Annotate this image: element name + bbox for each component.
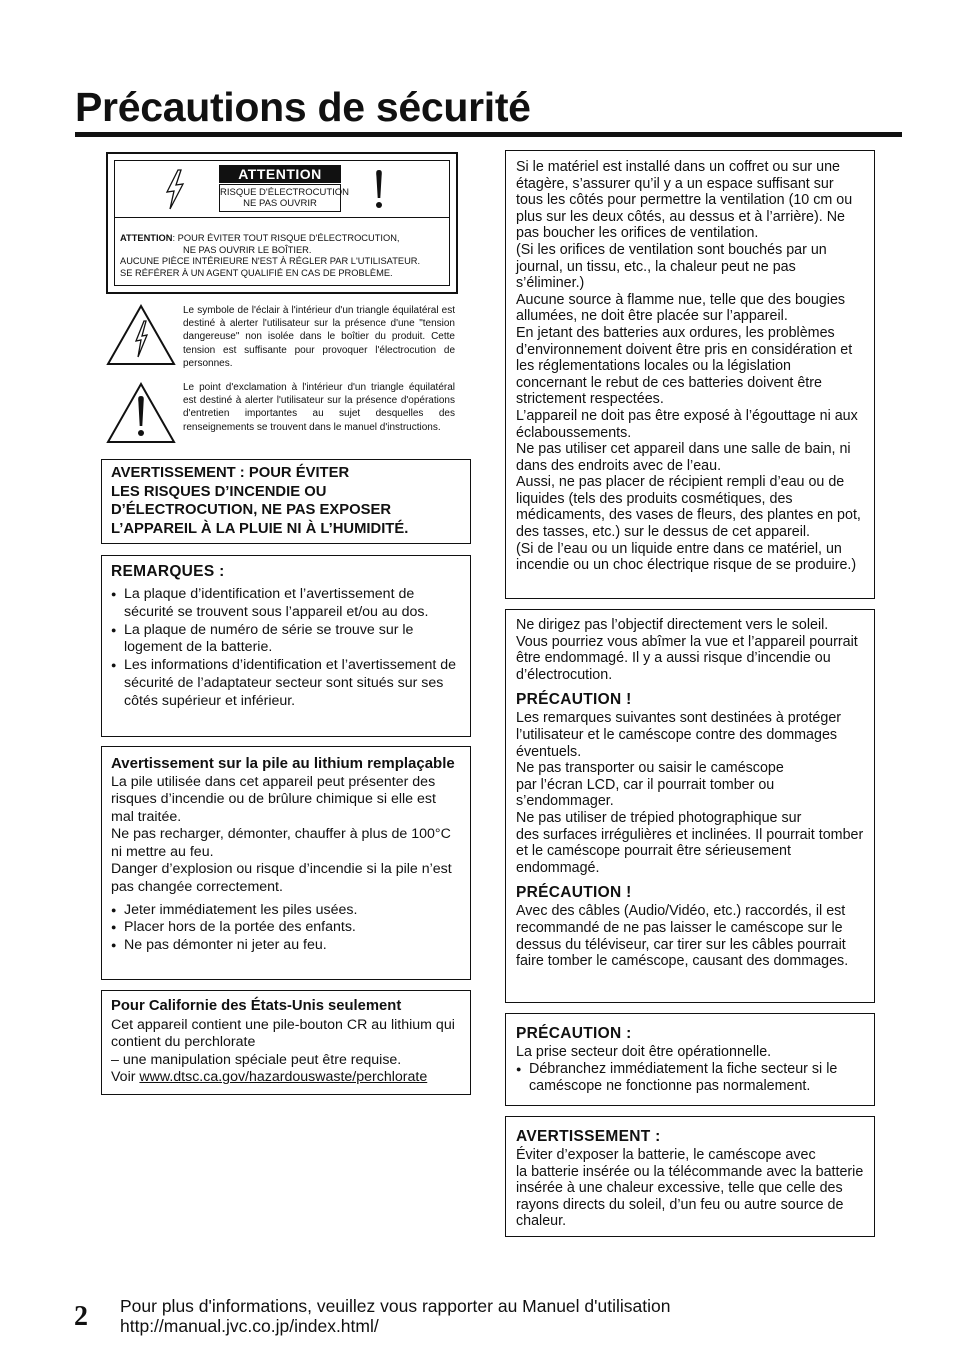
perchlorate-link[interactable]: www.dtsc.ca.gov/hazardouswaste/perchlorate: [139, 1069, 428, 1086]
lightning-bolt-icon: [157, 167, 193, 211]
precaution-heading: PRÉCAUTION :: [516, 1025, 632, 1042]
precaution-heading: PRÉCAUTION !: [516, 884, 632, 902]
list-item: ● La plaque d’identification et l’avertissement de sécurité se trouvent sous l’appareil et/ou au dos.: [111, 586, 461, 622]
footer-note: Pour plus d'informations, veuillez vous rapporter au Manuel d'utilisation http://manual.jvc.co.jp/index.html/: [120, 1296, 671, 1336]
power-precaution-box: PRÉCAUTION : La prise secteur doit être opérationnelle. ● Débranchez immédiatement la fiche secteur si le caméscope ne fonctionne pas normalement.: [505, 1013, 875, 1106]
list-item: ● Ne pas démonter ni jeter au feu.: [111, 937, 461, 955]
page-number: 2: [74, 1301, 88, 1332]
precaution-heading: PRÉCAUTION !: [516, 691, 632, 709]
sun-precaution-box: Ne dirigez pas l’objectif directement vers le soleil. Vous pourriez vous abîmer la vue et l’appareil pourrait être endommagé. Il y a aussi risque d’incendie ou d’électrocution. PRÉCAUTION ! Les remarques suivantes sont destinées à protéger l’utilisateur et le caméscope contre des dommages éventuels. Ne pas transporter ou saisir le caméscope par l’écran LCD, car il pourrait tomber ou s’endommager. Ne pas utiliser de trépied photographique sur des surfaces irrégulières et inclinées. Il pourrait tomber et le caméscope pourrait être sérieusement endommagé. PRÉCAUTION ! Avec des câbles (Audio/Vidéo, etc.) raccordés, il est recommandé de ne pas laisser le caméscope sur le dessus du téléviseur, car tirer sur les câbles pourrait faire tomber le caméscope, causant des dommages.: [505, 609, 875, 1003]
lightning-triangle-icon: [106, 304, 176, 366]
exclamation-icon: [361, 167, 397, 211]
exclamation-triangle-icon: [106, 382, 176, 444]
lithium-battery-box: Avertissement sur la pile au lithium remplaçable La pile utilisée dans cet appareil peut présenter des risques d’incendie ou de brûlure chimique si elle est mal traitée. Ne pas recharger, démonter, chauffer à plus de 100°C ni mettre au feu. Danger d’explosion ou risque d’incendie si la pile n’est pas changée correctement. ● Jeter immédiatement les piles usées. ● Placer hors de la portée des enfants. ● Ne pas démonter ni jeter au feu.: [101, 746, 471, 980]
ventilation-box: Si le matériel est installé dans un coffret ou sur une étagère, s’assurer qu’il y a un espace suffisant sur tous les côtés pour permettre la ventilation (10 cm ou plus sur les deux côtés, au dessus et à l’arrière). Ne pas boucher les orifices de ventilation. (Si les orifices de ventilation sont bouchés par un journal, un tissu, etc., la chaleur peut ne pas s’éliminer.) Aucune source à flamme nue, telle que des bougies allumées, ne doit être placée sur l’appareil. En jetant des batteries aux ordures, les problèmes d’environnement doivent être pris en considération et les réglementations locales ou la législation concernant le rebut de ces batteries doivent être strictement respectées. L’appareil ne doit pas être exposé à l’égouttage ni aux éclaboussements. Ne pas utiliser cet appareil dans une salle de bain, ni dans des endroits avec de l’eau. Aussi, ne pas placer de récipient rempli d’eau ou de liquides (tels des produits cosmétiques, des médicaments, des vases de fleurs, des plantes en pot, des tasses, etc.) sur le dessus de cet appareil. (Si de l’eau ou un liquide entre dans ce matériel, un incendie ou un choc électrique risque de se produire.): [505, 150, 875, 599]
list-item: ● La plaque de numéro de série se trouve sur le logement de la batterie.: [111, 622, 461, 658]
fire-shock-warning-box: AVERTISSEMENT : POUR ÉVITER LES RISQUES D’INCENDIE OU D’ÉLECTROCUTION, NE PAS EXPOSER L’APPAREIL À LA PLUIE NI À L’HUMIDITÉ.: [101, 459, 471, 544]
list-item: ● Les informations d’identification et l’avertissement de sécurité de l’adaptateur secteur sont situés sur ses côtés supérieur et inférieur.: [111, 657, 461, 710]
page-title: Précautions de sécurité: [75, 84, 531, 130]
exclamation-symbol-text: Le point d'exclamation à l'intérieur d'un triangle équilatéral est destiné à alerter l'utilisateur sur la présence d'opérations d'entretien importantes au sujet desquelles des renseignements se trouvent dans le manuel d'instructions.: [183, 382, 455, 433]
remarques-box: [101, 555, 471, 737]
remarques-heading: REMARQUES :: [111, 563, 225, 580]
avertissement-heading: AVERTISSEMENT :: [516, 1128, 661, 1145]
warning-label-text: ATTENTION: POUR ÉVITER TOUT RISQUE D'ÉLECTROCUTION, NE PAS OUVRIR LE BOÎTIER. AUCUNE PIÈCE INTÉRIEURE N'EST À RÉGLER PAR L'UTILISATEUR. SE RÉFÉRER À UN AGENT QUALIFIÉ EN CAS DE PROBLÈME.: [120, 233, 421, 278]
attention-badge: ATTENTION: [219, 165, 341, 183]
list-item: ● Placer hors de la portée des enfants.: [111, 919, 461, 937]
title-rule: [75, 132, 902, 137]
california-heading: Pour Californie des États-Unis seulement: [111, 998, 402, 1014]
manual-url[interactable]: http://manual.jvc.co.jp/index.html/: [120, 1316, 379, 1336]
warning-label: [106, 152, 458, 294]
risk-label: RISQUE D'ÉLECTROCUTION NE PAS OUVRIR: [219, 184, 341, 212]
battery-heat-warning-box: AVERTISSEMENT : Éviter d’exposer la batterie, le caméscope avec la batterie insérée ou la télécommande avec la batterie insérée à une chaleur excessive, telle que celle des rayons directs du soleil, d’un feu ou autre source de chaleur.: [505, 1116, 875, 1237]
bolt-symbol-text: Le symbole de l'éclair à l'intérieur d'un triangle équilatéral est destiné à alerter l'utilisateur sur la présence d'une "tension dangereuse" non isolée dans le boîtier du produit. Cette tension est suffisante pour provoquer l'électrocution de personnes.: [183, 305, 455, 369]
california-box: Pour Californie des États-Unis seulement Cet appareil contient une pile-bouton CR au lithium qui contient du perchlorate – une manipulation spéciale peut être requise. Voir www.dtsc.ca.gov/hazardouswaste/perchlorate: [101, 990, 471, 1095]
list-item: ● Jeter immédiatement les piles usées.: [111, 902, 461, 920]
lithium-heading: Avertissement sur la pile au lithium remplaçable: [111, 755, 455, 772]
list-item: ● Débranchez immédiatement la fiche secteur si le caméscope ne fonctionne pas normalement.: [516, 1061, 864, 1096]
